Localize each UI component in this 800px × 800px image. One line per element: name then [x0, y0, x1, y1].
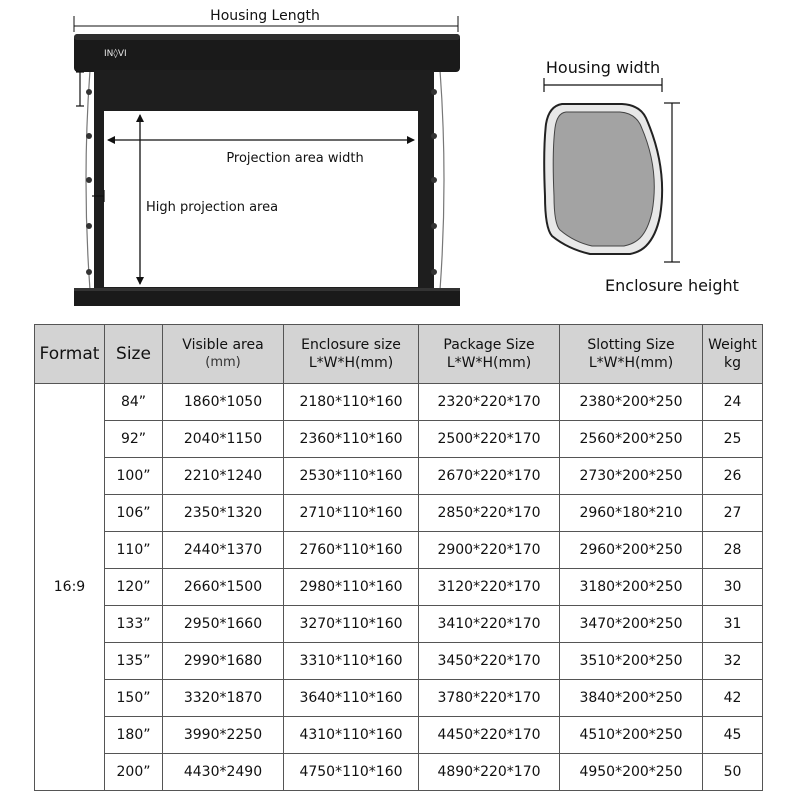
slotting-size-cell: 3510*200*250	[560, 643, 703, 680]
housing-length-dimension	[74, 8, 458, 32]
size-cell: 92”	[105, 421, 163, 458]
slotting-size-cell: 2380*200*250	[560, 384, 703, 421]
header-package-line1: Package Size	[443, 337, 535, 353]
slotting-size-cell: 3470*200*250	[560, 606, 703, 643]
header-package-size	[419, 325, 560, 384]
enclosure-size-cell: 3270*110*160	[284, 606, 419, 643]
package-size-cell: 2320*220*170	[419, 384, 560, 421]
header-package-line2: L*W*H(mm)	[446, 355, 532, 371]
size-cell: 100”	[105, 458, 163, 495]
slotting-size-cell: 4510*200*250	[560, 717, 703, 754]
header-weight-line2: kg	[724, 355, 741, 371]
table-row	[35, 384, 763, 421]
weight-cell: 31	[703, 606, 763, 643]
screen-diagram	[0, 0, 800, 320]
enclosure-size-cell: 2980*110*160	[284, 569, 419, 606]
black-drop-marker	[76, 72, 84, 106]
header-slotting-line2: L*W*H(mm)	[588, 355, 674, 371]
package-size-cell: 4450*220*170	[419, 717, 560, 754]
enclosure-size-cell: 3310*110*160	[284, 643, 419, 680]
package-size-cell: 3450*220*170	[419, 643, 560, 680]
enclosure-size-cell: 2180*110*160	[284, 384, 419, 421]
header-slotting-line1: Slotting Size	[587, 337, 675, 353]
table-row	[35, 680, 763, 717]
weight-cell: 42	[703, 680, 763, 717]
header-format: Format	[35, 325, 105, 384]
visible-area-cell: 3320*1870	[163, 680, 284, 717]
size-cell: 135”	[105, 643, 163, 680]
package-size-cell: 2670*220*170	[419, 458, 560, 495]
visible-area-cell: 2990*1680	[163, 643, 284, 680]
header-weight-line1: Weight	[708, 337, 757, 353]
weight-cell: 30	[703, 569, 763, 606]
header-visible-line2: (mm)	[205, 355, 241, 370]
table-row	[35, 717, 763, 754]
format-cell: 16:9	[35, 384, 105, 791]
size-cell: 133”	[105, 606, 163, 643]
visible-area-cell: 4430*2490	[163, 754, 284, 791]
slotting-size-cell: 3180*200*250	[560, 569, 703, 606]
header-enclosure-line2: L*W*H(mm)	[308, 355, 394, 371]
package-size-cell: 2500*220*170	[419, 421, 560, 458]
weight-cell: 26	[703, 458, 763, 495]
package-size-cell: 3780*220*170	[419, 680, 560, 717]
slotting-size-cell: 2730*200*250	[560, 458, 703, 495]
package-size-cell: 2850*220*170	[419, 495, 560, 532]
housing-length-label: Housing Length	[210, 8, 320, 24]
weight-cell: 28	[703, 532, 763, 569]
header-slotting-size	[560, 325, 703, 384]
weight-cell: 45	[703, 717, 763, 754]
projection-width-label: Projection area width	[226, 151, 364, 166]
size-cell: 106”	[105, 495, 163, 532]
visible-area-cell: 2440*1370	[163, 532, 284, 569]
enclosure-size-cell: 2710*110*160	[284, 495, 419, 532]
table-row	[35, 532, 763, 569]
housing-width-dimension	[544, 78, 662, 92]
housing-width-label: Housing width	[545, 58, 661, 77]
projection-height-label: High projection area	[146, 200, 279, 215]
header-enclosure-line1: Enclosure size	[301, 337, 401, 353]
visible-area-cell: 2950*1660	[163, 606, 284, 643]
slotting-size-cell: 2560*200*250	[560, 421, 703, 458]
package-size-cell: 4890*220*170	[419, 754, 560, 791]
size-cell: 110”	[105, 532, 163, 569]
slotting-size-cell: 2960*180*210	[560, 495, 703, 532]
table-row	[35, 458, 763, 495]
header-enclosure-size	[284, 325, 419, 384]
weight-cell: 27	[703, 495, 763, 532]
slotting-size-cell: 2960*200*250	[560, 532, 703, 569]
projection-area	[104, 111, 418, 287]
weight-cell: 25	[703, 421, 763, 458]
size-cell: 200”	[105, 754, 163, 791]
visible-area-cell: 2040*1150	[163, 421, 284, 458]
visible-area-cell: 2210*1240	[163, 458, 284, 495]
housing-profile	[544, 104, 662, 254]
weight-cell: 32	[703, 643, 763, 680]
table-row	[35, 495, 763, 532]
enclosure-size-cell: 4750*110*160	[284, 754, 419, 791]
package-size-cell: 3120*220*170	[419, 569, 560, 606]
screen-body	[74, 34, 460, 306]
size-cell: 84”	[105, 384, 163, 421]
spec-table	[34, 324, 763, 791]
weight-cell: 24	[703, 384, 763, 421]
package-size-cell: 3410*220*170	[419, 606, 560, 643]
weight-cell: 50	[703, 754, 763, 791]
enclosure-height-label: Enclosure height	[605, 276, 739, 295]
table-row	[35, 569, 763, 606]
visible-area-cell: 2350*1320	[163, 495, 284, 532]
size-cell: 180”	[105, 717, 163, 754]
table-row	[35, 606, 763, 643]
header-visible-area	[163, 325, 284, 384]
header-size: Size	[105, 325, 163, 384]
enclosure-size-cell: 2530*110*160	[284, 458, 419, 495]
table-row	[35, 421, 763, 458]
size-cell: 120”	[105, 569, 163, 606]
header-weight	[703, 325, 763, 384]
package-size-cell: 2900*220*170	[419, 532, 560, 569]
enclosure-size-cell: 2760*110*160	[284, 532, 419, 569]
enclosure-size-cell: 3640*110*160	[284, 680, 419, 717]
visible-area-cell: 3990*2250	[163, 717, 284, 754]
slotting-size-cell: 3840*200*250	[560, 680, 703, 717]
visible-area-cell: 2660*1500	[163, 569, 284, 606]
enclosure-height-dimension	[664, 103, 680, 262]
table-header-row	[35, 325, 763, 384]
table-row	[35, 754, 763, 791]
brand-logo: IN◊VI	[104, 49, 127, 59]
size-cell: 150”	[105, 680, 163, 717]
enclosure-size-cell: 4310*110*160	[284, 717, 419, 754]
enclosure-size-cell: 2360*110*160	[284, 421, 419, 458]
header-visible-line1: Visible area	[182, 337, 264, 353]
slotting-size-cell: 4950*200*250	[560, 754, 703, 791]
table-row	[35, 643, 763, 680]
visible-area-cell: 1860*1050	[163, 384, 284, 421]
